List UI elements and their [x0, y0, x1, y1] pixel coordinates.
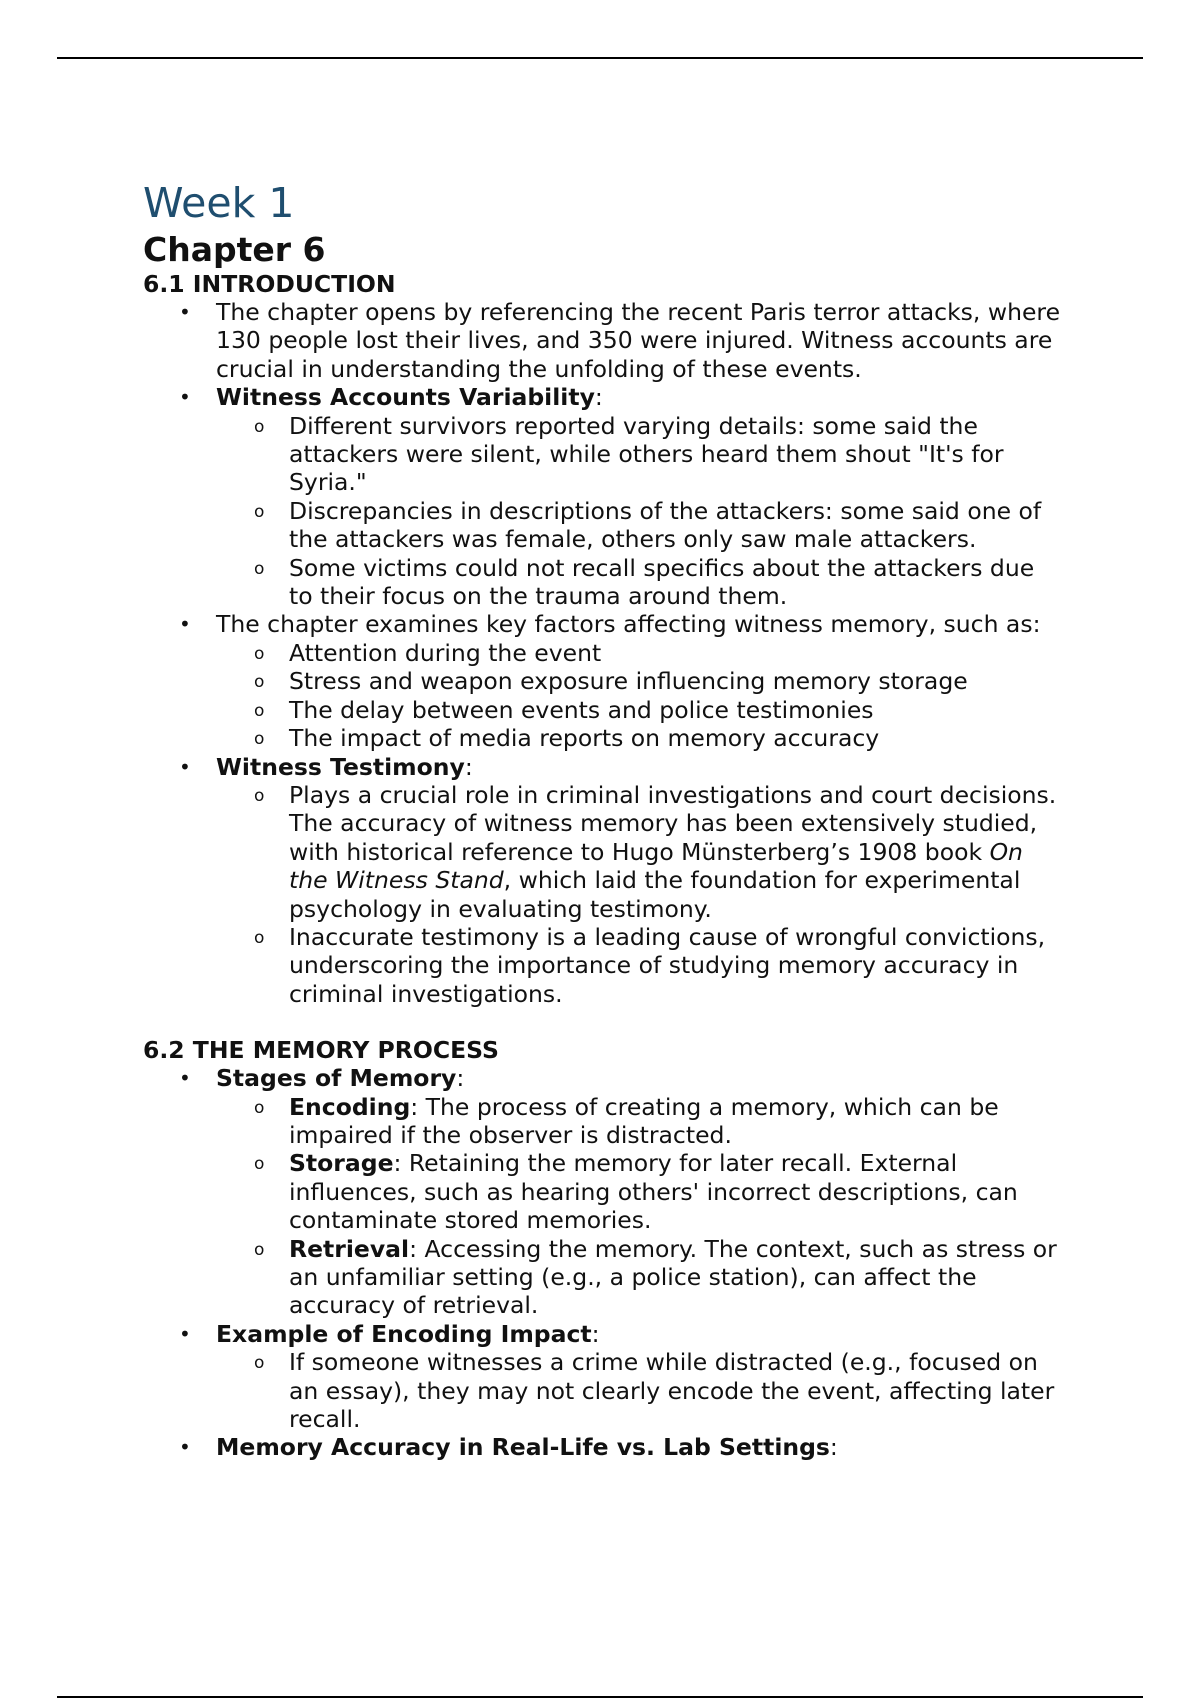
list-item-text: The chapter opens by referencing the recent Paris terror attacks, where 130 people lost their lives, and 350 were injured. Witness accounts are crucial in understanding the unfolding of these events.: [216, 298, 1061, 383]
sub-list-item: o Inaccurate testimony is a leading cause of wrongful convictions, underscoring the importance of studying memory accuracy in criminal investigations.: [216, 923, 1063, 1008]
list-item: [143, 1433, 1063, 1461]
colon: :: [594, 383, 603, 412]
sub-list-item: [216, 1235, 1063, 1320]
definition: : Retaining the memory for later recall. External influences, such as hearing others' incorrect descriptions, can contaminate stored memories.: [289, 1149, 1018, 1235]
list-item: [143, 1320, 1063, 1434]
list-item: [143, 1064, 1063, 1320]
week-title: Week 1: [143, 179, 295, 227]
sub-list-item: o If someone witnesses a crime while distracted (e.g., focused on an essay), they may not clearly encode the event, affecting later recall.: [216, 1348, 1063, 1433]
sub-list-item: o Attention during the event: [216, 639, 1063, 667]
sub-list-item: o The impact of media reports on memory accuracy: [216, 724, 1063, 752]
header-rule: [57, 57, 1143, 59]
sub-list-item: [216, 781, 1063, 923]
list-item: [143, 298, 1063, 383]
footer-rule: [57, 1696, 1143, 1698]
sub-list-text: Plays a crucial role in criminal investigations and court decisions. The accuracy of witness memory has been extensively studied, with historical reference to Hugo Münsterberg’s 1908 book: [289, 780, 1057, 866]
sub-list-item: [216, 1093, 1063, 1150]
sub-list: [216, 781, 1063, 1008]
list-item-label: Stages of Memory: [216, 1064, 457, 1093]
sub-list-item: o Different survivors reported varying details: some said the attackers were silent, while others heard them shout "It's for Syria.": [216, 412, 1063, 497]
colon: :: [456, 1064, 465, 1093]
list-item-label: Example of Encoding Impact: [216, 1319, 592, 1348]
document-body: [143, 178, 1063, 1462]
introduction-list: [143, 298, 1063, 1008]
term: Storage: [289, 1149, 394, 1178]
list-item-label: Witness Testimony: [216, 752, 465, 781]
sub-list-item: o Discrepancies in descriptions of the attackers: some said one of the attackers was female, others only saw male attackers.: [216, 497, 1063, 554]
sub-list-text: , which laid the foundation for experimental psychology in evaluating testimony.: [289, 866, 1021, 923]
section-heading-introduction: 6.1 INTRODUCTION: [143, 270, 396, 298]
sub-list: [216, 1093, 1063, 1320]
sub-list: [216, 1348, 1063, 1433]
list-item: [143, 610, 1063, 752]
memory-process-list: [143, 1064, 1063, 1462]
definition: : The process of creating a memory, which can be impaired if the observer is distracted.: [289, 1092, 999, 1149]
sub-list-item: [216, 1149, 1063, 1234]
term: Encoding: [289, 1092, 411, 1121]
chapter-title: Chapter 6: [143, 230, 326, 269]
colon: :: [829, 1433, 838, 1462]
section-heading-memory-process: 6.2 THE MEMORY PROCESS: [143, 1036, 499, 1065]
list-item-label: Witness Accounts Variability: [216, 383, 595, 412]
list-item: [143, 383, 1063, 610]
definition: : Accessing the memory. The context, such as stress or an unfamiliar setting (e.g., a police station), can affect the accuracy of retrieval.: [289, 1234, 1057, 1320]
list-item-label: Memory Accuracy in Real-Life vs. Lab Settings: [216, 1433, 830, 1462]
sub-list-item: o Stress and weapon exposure influencing memory storage: [216, 667, 1063, 695]
book-title: On the Witness Stand: [289, 837, 1023, 895]
list-item: [143, 753, 1063, 1009]
list-item-text: The chapter examines key factors affecting witness memory, such as:: [216, 610, 1041, 639]
sub-list: [216, 639, 1063, 753]
colon: :: [591, 1319, 600, 1348]
sub-list-item: o The delay between events and police testimonies: [216, 696, 1063, 724]
sub-list-item: o Some victims could not recall specifics about the attackers due to their focus on the trauma around them.: [216, 554, 1063, 611]
term: Retrieval: [289, 1234, 410, 1263]
sub-list: [216, 412, 1063, 611]
colon: :: [464, 752, 473, 781]
